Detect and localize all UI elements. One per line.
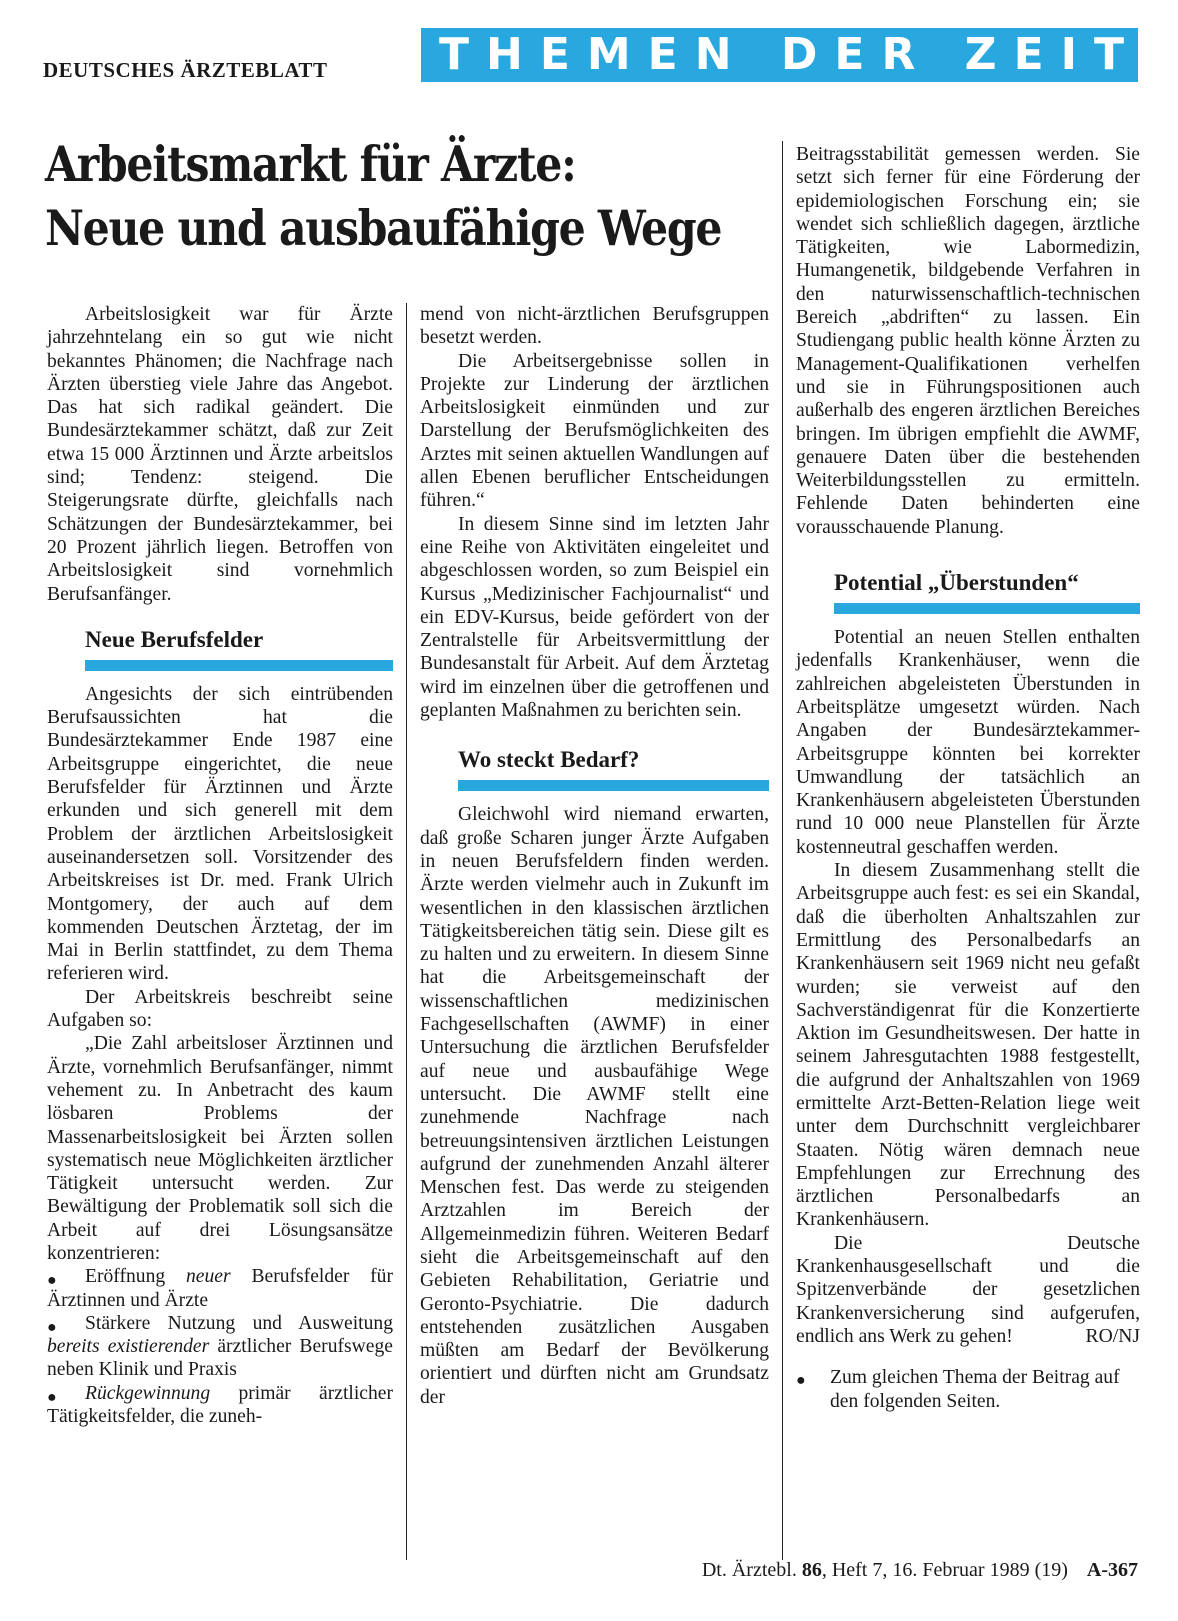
article-headline <box>45 132 722 260</box>
bullet-dot-icon: ● <box>47 1272 57 1290</box>
subheading-bar <box>834 603 1140 614</box>
page-footer <box>702 1559 1138 1582</box>
publication-name: DEUTSCHES ÄRZTEBLATT <box>43 58 328 82</box>
subheading-bar <box>458 780 769 791</box>
column-divider <box>782 141 783 1560</box>
volume-number: 86 <box>801 1559 822 1581</box>
paragraph: „Die Zahl arbeitsloser Ärztinnen und Ärzte, vornehmlich Berufsanfänger, nimmt vehement zu. In Anbetracht des kaum lösbaren Problems der Massenarbeitslosigkeit bei Ärzten sollen systematisch neue Möglichkeiten ärztlicher Tätigkeit untersucht werden. Zur Bewältigung der Problematik soll sich die Arbeit auf drei Lösungsansätze konzentrieren: <box>47 1033 393 1264</box>
author-signature: RO/NJ <box>1085 1325 1140 1347</box>
subheading-bar <box>85 660 393 671</box>
list-item: ● Eröffnung neuer Berufsfelder für Ärztinnen und Ärzte <box>47 1266 394 1311</box>
subheading <box>85 626 393 671</box>
paragraph: Potential an neuen Stellen enthalten jedenfalls Krankenhäuser, wenn die zahlreichen abgeleisteten Überstunden in Arbeitsplätze umgesetzt würden. Nach Angaben der Bundesärztekammer-Arbeitsgruppe könnten bei korrekter Umwandlung der tatsächlich an Krankenhäusern abgeleisteten Überstunden rund 10 000 neue Planstellen für Ärzte kostenneutral geschaffen werden. <box>796 627 1140 858</box>
paragraph: Gleichwohl wird niemand erwarten, daß große Scharen junger Ärzte Aufgaben in neuen Berufsfeldern finden werden. Ärzte werden vielmehr auch in Zukunft im wesentlichen in den klassischen ärztlichen Tätigkeitsbereichen tätig sein. Diese gilt es zu halten und zu erweitern. In diesem Sinne hat die Arbeitsgemeinschaft der wissenschaftlichen medizinischen Fachgesellschaften (AWMF) in einer Untersuchung die ärztlichen Berufsfelder auf neue und ausbaufähige Wege untersucht. Die AWMF stellt eine zunehmende Nachfrage nach betreuungsintensiven ärztlichen Leistungen aufgrund der zunehmenden Anzahl älterer Menschen fest. Das werde zu steigenden Arztzahlen im Bereich der Allgemeinmedizin führen. Weiteren Bedarf sieht die Arbeitsgemeinschaft auf den Gebieten Rehabilitation, Geriatrie und Geronto-Psychiatrie. Die dadurch entstehenden zusätzlichen Ausgaben müßten am Bedarf der Bevölkerung orientiert und dürften nicht am Grundsatz der <box>420 804 769 1408</box>
paragraph: In diesem Sinne sind im letzten Jahr eine Reihe von Aktivitäten eingeleitet und abgeschlossen worden, so zum Beispiel ein Kursus „Medizinischer Fachjournalist“ und ein EDV-Kursus, beide gefördert von der Zentralstelle für Arbeitsvermittlung der Bundesanstalt für Arbeit. Auf dem Ärztetag wird im einzelnen über die getroffenen und geplanten Maßnahmen zu berichten sein. <box>420 513 769 722</box>
headline-line-2: Neue und ausbaufähige Wege <box>45 199 722 257</box>
paragraph: mend von nicht-ärztlichen Berufsgruppen besetzt werden. <box>420 304 769 349</box>
subheading <box>458 746 769 791</box>
paragraph: In diesem Zusammenhang stellt die Arbeitsgruppe auch fest: es sei ein Skandal, daß die überholten Anhaltszahlen zur Ermittlung des Personalbedarfs an Krankenhäusern seit 1969 nicht neu gefaßt wurden; sie verweist auf den Sachverständigenrat für die Konzertierte Aktion im Gesundheitswesen. Der hatte in seinem Jahresgutachten 1988 festgestellt, die aufgrund der Anhaltszahlen von 1969 ermittelte Arzt-Betten-Relation liege weit unter dem Durchschnitt vergleichbarer Staaten. Nötig wären demnach neue Empfehlungen zur Errechnung des ärztlichen Personalbedarfs an Krankenhäusern. <box>796 860 1140 1231</box>
bullet-dot-icon: ● <box>47 1318 57 1336</box>
column-3 <box>796 143 1140 1413</box>
column-1 <box>47 303 393 1428</box>
headline-line-1: Arbeitsmarkt für Ärzte: <box>45 135 576 193</box>
paragraph: Angesichts der sich eintrübenden Berufsaussichten hat die Bundesärztekammer Ende 1987 eine Arbeitsgruppe eingerichtet, die neue Berufsfelder für Ärztinnen und Ärzte erkunden und sich generell mit dem Problem der ärztlichen Arbeitslosigkeit auseinandersetzen soll. Vorsitzender des Arbeitskreises ist Dr. med. Frank Ulrich Montgomery, der auch auf dem kommenden Deutschen Ärztetag, der im Mai in Berlin stattfindet, zu dem Thema referieren wird. <box>47 683 393 985</box>
bullet-dot-icon: ● <box>47 1388 57 1406</box>
column-divider <box>406 303 407 1560</box>
paragraph: Arbeitslosigkeit war für Ärzte jahrzehntelang ein so gut wie nicht bekanntes Phänomen; die Nachfrage nach Ärzten überstieg viele Jahre das Angebot. Das hat sich radikal geändert. Die Bundesärztekammer schätzt, daß zur Zeit etwa 15 000 Ärztinnen und Ärzte arbeitslos sind; Tendenz: steigend. Die Steigerungsrate dürfte, gleichfalls nach Schätzungen der Bundesärztekammer, bei 20 Prozent jährlich liegen. Betroffen von Arbeitslosigkeit sind vornehmlich Berufsanfänger. <box>47 304 393 605</box>
section-banner: THEMEN DER ZEIT <box>421 28 1138 82</box>
related-article-note: ● Zum gleichen Thema der Beitrag auf den folgenden Seiten. <box>796 1367 1120 1412</box>
paragraph: Beitragsstabilität gemessen werden. Sie setzt sich ferner für eine Förderung der epidemiologischen Forschung ein; sie wendet sich schließlich dagegen, ärztliche Tätigkeiten, wie Labormedizin, Humangenetik, bildgebende Verfahren in den naturwissenschaftlich-technischen Bereich „abdriften“ zu lassen. Ein Studiengang public health könne Ärzten zu Management-Qualifikationen verhelfen und sie in Führungspositionen auch außerhalb des engeren ärztlichen Bereiches bringen. Im übrigen empfiehlt die AWMF, genauere Daten über die bestehenden Weiterbildungsstellen zu ermitteln. Fehlende Daten behinderten eine vorausschauende Planung. <box>796 144 1140 538</box>
column-2 <box>420 303 769 1409</box>
page-number: A-367 <box>1086 1559 1138 1581</box>
journal-name: Dt. Ärztebl. <box>701 1559 797 1581</box>
paragraph: Die Arbeitsergebnisse sollen in Projekte zur Linderung der ärztlichen Arbeitslosigkeit einmünden und zur Darstellung der Berufsmöglichkeiten des Arztes mit seinen aktuellen Wandlungen auf allen Ebenen beruflicher Entscheidungen führen.“ <box>420 350 769 512</box>
subheading-title: Neue Berufsfelder <box>85 626 264 652</box>
subheading-title: Potential „Überstunden“ <box>834 570 1079 596</box>
paragraph: Die Deutsche Krankenhausgesellschaft und die Spitzenverbände der gesetzlichen Krankenversicherung sind aufgerufen, endlich ans Werk zu gehen! RO/NJ <box>796 1232 1140 1347</box>
list-item: ● Stärkere Nutzung und Ausweitung bereits existierender ärztlicher Berufswege neben Klinik und Praxis <box>47 1312 393 1381</box>
subheading <box>834 569 1140 614</box>
subheading-title: Wo steckt Bedarf? <box>458 747 640 773</box>
list-item: ● Rückgewinnung primär ärztlicher Tätigkeitsfelder, die zuneh- <box>47 1382 393 1428</box>
issue-info: , Heft 7, 16. Februar 1989 (19) <box>821 1559 1068 1581</box>
paragraph: Der Arbeitskreis beschreibt seine Aufgaben so: <box>47 986 393 1032</box>
bullet-dot-icon: ● <box>796 1372 806 1390</box>
